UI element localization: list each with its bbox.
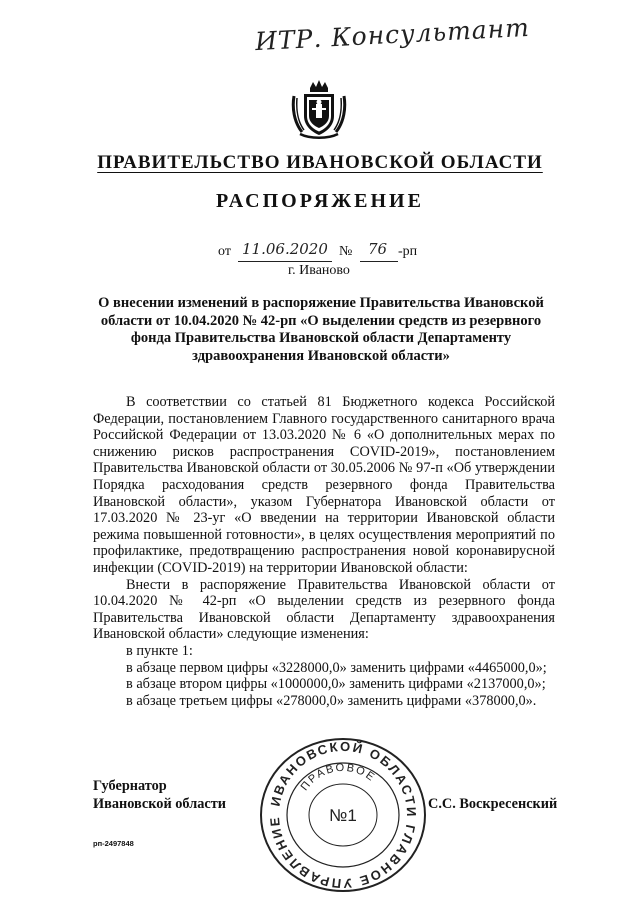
document-subject: О внесении изменений в распоряжение Правительства Ивановской области от 10.04.2020 № 42-рп «О выделении средств из резервного фонда Правительства Ивановской области Департаменту здравоохранения Ивановской области»: [98, 295, 544, 364]
directive-paragraph: Внести в распоряжение Правительства Ивановской области от 10.04.2020 № 42-рп «О выделении средств из резервного фонда Правительства Ивановской области Департаменту здравоохранения Ивановской области» следующие изменения:: [93, 576, 555, 643]
number-suffix: -рп: [398, 244, 418, 259]
date-underline: [238, 261, 332, 262]
official-seal-icon: [257, 735, 429, 895]
amendment-item: в абзаце третьем цифры «278000,0» заменить цифрами «378000,0».: [126, 692, 537, 709]
amendment-item: в абзаце втором цифры «1000000,0» заменить цифрами «2137000,0»;: [126, 676, 546, 693]
position-line-1: Губернатор: [93, 778, 167, 794]
svg-text:ИВАНОВСКОЙ ОБЛАСТИ ГЛАВНОЕ УПР: ИВАНОВСКОЙ ОБЛАСТИ ГЛАВНОЕ УПРАВЛЕНИЕ: [266, 738, 420, 892]
number-sign: №: [339, 244, 353, 259]
amendment-item: в абзаце первом цифры «3228000,0» заменить цифрами «4465000,0»;: [126, 659, 547, 676]
handwritten-note: ИТР. Консультант: [254, 12, 531, 57]
svg-text:№1: №1: [329, 806, 357, 825]
handwritten-date: 11.06.2020: [242, 240, 328, 258]
date-prefix: от: [218, 244, 231, 259]
city: г. Иваново: [288, 263, 350, 278]
number-underline: [360, 261, 398, 262]
coat-of-arms-icon: [288, 78, 350, 140]
document-type: РАСПОРЯЖЕНИЕ: [216, 190, 424, 212]
preamble-paragraph: В соответствии со статьей 81 Бюджетного кодекса Российской Федерации, постановлением Главного государственного санитарного врача Российской Федерации от 13.03.2020 № 6 «О дополнительных мерах по снижению рисков распространения COVID-2019», постановлением Правительства Ивановской области от 30.05.2006 № 97-п «Об утверждении Порядка расходования средств резервного фонда Правительства Ивановской области», указом Губернатора Ивановской области от 17.03.2020 № 23-уг «О введении на территории Ивановской области режима повышенной готовности», в целях осуществления мероприятий по профилактике, предотвращению распространения новой коронавирусной инфекции (COVID-2019) на территории Ивановской области:: [93, 394, 555, 576]
signatory-position: [93, 777, 226, 813]
position-line-2: Ивановской области: [93, 796, 226, 812]
dateline: [218, 240, 438, 264]
registration-number: рп-2497848: [93, 839, 134, 848]
amendment-item: в пункте 1:: [126, 642, 193, 659]
handwritten-number: 76: [368, 240, 388, 258]
organization-title: ПРАВИТЕЛЬСТВО ИВАНОВСКОЙ ОБЛАСТИ: [97, 152, 543, 173]
svg-text:ПРАВОВОЕ: ПРАВОВОЕ: [298, 761, 378, 794]
document-body: [93, 394, 555, 709]
signatory-name: С.С. Воскресенский: [428, 796, 558, 812]
